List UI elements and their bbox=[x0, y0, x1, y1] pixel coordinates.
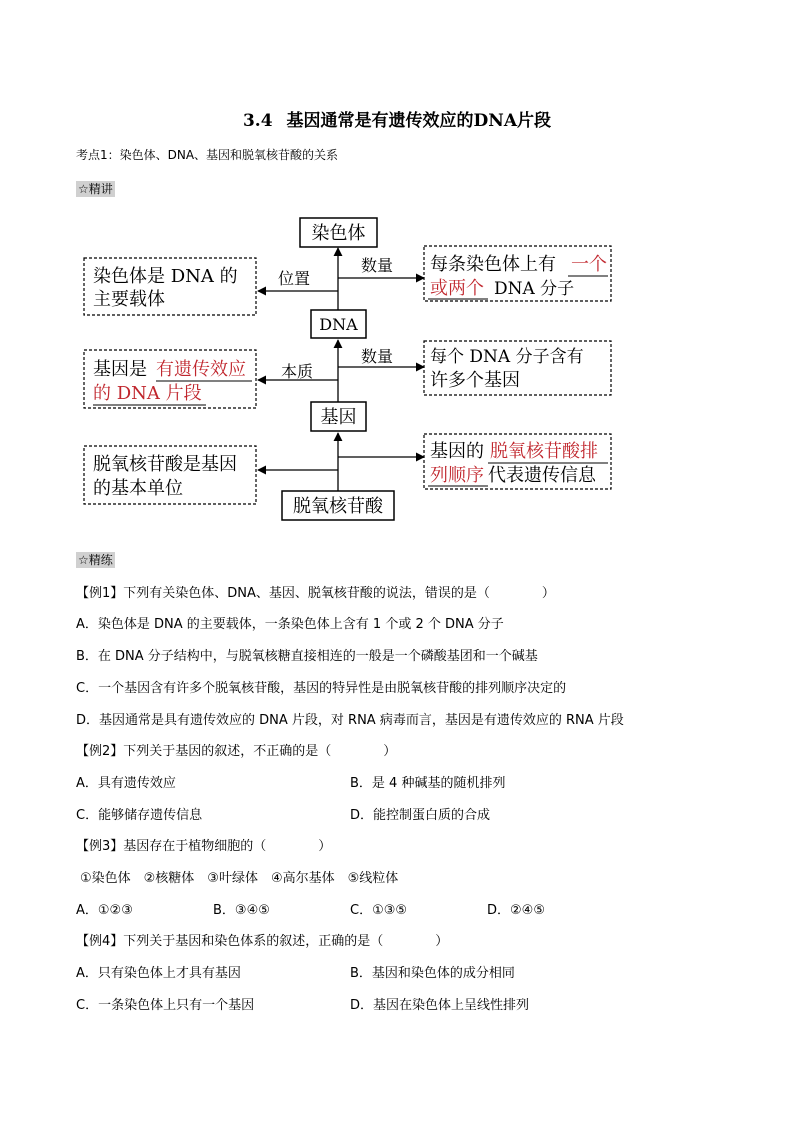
ex3-items: ①染色体 ②核糖体 ③叶绿体 ④高尔基体 ⑤线粒体 bbox=[80, 871, 399, 886]
label-quantity2: 数量 bbox=[361, 347, 394, 366]
label-quantity1: 数量 bbox=[361, 256, 394, 275]
left1-line1: 染色体是 DNA 的 bbox=[93, 266, 238, 287]
box-dna-label: DNA bbox=[319, 315, 358, 334]
ex2-option-c: C．能够储存遗传信息 bbox=[76, 808, 203, 823]
left2-red2: 的 DNA 片段 bbox=[93, 383, 202, 404]
jinglian-label: ☆精练 bbox=[78, 553, 113, 567]
ex2-stem: 【例2】下列关于基因的叙述，不正确的是（ ） bbox=[76, 744, 397, 759]
right1-suffix: DNA 分子 bbox=[494, 279, 575, 299]
left3-line2: 的基本单位 bbox=[93, 478, 183, 499]
box-chromosome-label: 染色体 bbox=[311, 223, 366, 244]
right3-prefix: 基因的 bbox=[430, 441, 484, 462]
ex3-option-d: D．②④⑤ bbox=[487, 903, 545, 918]
ex4-stem: 【例4】下列关于基因和染色体系的叙述，正确的是（ ） bbox=[76, 934, 449, 949]
box-nucleotide-label: 脱氧核苷酸 bbox=[293, 496, 383, 517]
right3-red2: 列顺序 bbox=[430, 465, 484, 486]
label-position: 位置 bbox=[278, 269, 311, 288]
ex2-option-a: A．具有遗传效应 bbox=[76, 776, 176, 791]
box-gene-label: 基因 bbox=[320, 407, 357, 428]
ex1-option-a: A．染色体是 DNA 的主要载体，一条染色体上含有 1 个或 2 个 DNA 分子 bbox=[76, 617, 504, 632]
right1-red2: 或两个 bbox=[430, 278, 484, 299]
concept-diagram bbox=[0, 0, 794, 530]
ex4-option-c: C．一条染色体上只有一个基因 bbox=[76, 998, 255, 1013]
right2-line1: 每个 DNA 分子含有 bbox=[430, 347, 584, 367]
title-number: 3.4 bbox=[242, 111, 273, 131]
right1-red1: 一个 bbox=[571, 254, 607, 275]
ex3-option-a: A．①②③ bbox=[76, 903, 133, 918]
left2-prefix: 基因是 bbox=[93, 359, 147, 380]
right3-suffix: 代表遗传信息 bbox=[488, 465, 596, 486]
label-essence: 本质 bbox=[281, 362, 314, 381]
ex4-option-a: A．只有染色体上才具有基因 bbox=[76, 966, 241, 981]
right3-red1: 脱氧核苷酸排 bbox=[490, 441, 598, 462]
ex4-option-d: D．基因在染色体上呈线性排列 bbox=[350, 998, 530, 1013]
jingjiang-label: ☆精讲 bbox=[78, 182, 113, 196]
left2-red1: 有遗传效应 bbox=[156, 359, 246, 380]
ex1-stem: 【例1】下列有关染色体、DNA、基因、脱氧核苷酸的说法，错误的是（ ） bbox=[76, 586, 555, 601]
left1-line2: 主要载体 bbox=[93, 289, 165, 310]
ex3-option-b: B．③④⑤ bbox=[213, 903, 270, 918]
title-text: 基因通常是有遗传效应的DNA片段 bbox=[286, 111, 552, 131]
left3-line1: 脱氧核苷酸是基因 bbox=[93, 454, 237, 475]
ex1-option-b: B．在 DNA 分子结构中，与脱氧核糖直接相连的一般是一个磷酸基团和一个碱基 bbox=[76, 649, 538, 664]
right2-line2: 许多个基因 bbox=[430, 370, 520, 391]
ex3-option-c: C．①③⑤ bbox=[350, 903, 408, 918]
ex1-option-d: D．基因通常是具有遗传效应的 DNA 片段，对 RNA 病毒而言，基因是有遗传效应的 RNA 片段 bbox=[76, 713, 624, 728]
right1-prefix: 每条染色体上有 bbox=[430, 254, 556, 275]
ex2-option-b: B．是 4 种碱基的随机排列 bbox=[350, 776, 506, 791]
ex1-option-c: C．一个基因含有许多个脱氧核苷酸，基因的特异性是由脱氧核苷酸的排列顺序决定的 bbox=[76, 681, 567, 696]
ex3-stem: 【例3】基因存在于植物细胞的（ ） bbox=[76, 839, 332, 854]
kaodian-heading: 考点1：染色体、DNA、基因和脱氧核苷酸的关系 bbox=[76, 148, 339, 162]
ex2-option-d: D．能控制蛋白质的合成 bbox=[350, 808, 491, 823]
jinglian-tag bbox=[76, 549, 115, 568]
ex4-option-b: B．基因和染色体的成分相同 bbox=[350, 966, 515, 981]
